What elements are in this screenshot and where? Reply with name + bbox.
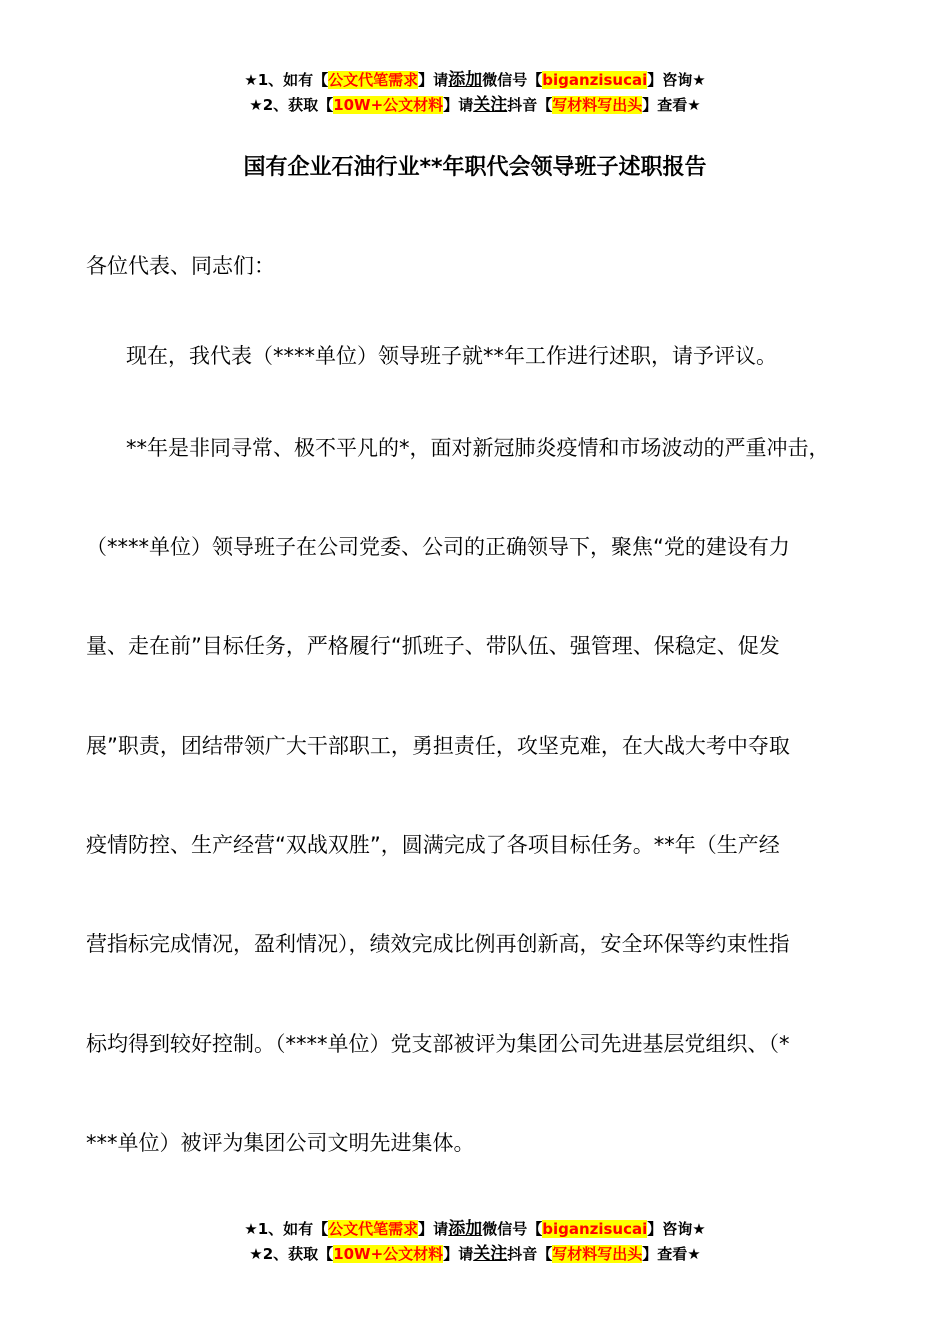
body-line: 展”职责，团结带领广大干部职工，勇担责任，攻坚克难，在大战大考中夺取 [86,734,790,758]
intro-paragraph: 现在，我代表（****单位）领导班子就**年工作进行述职，请予评议。 [126,344,777,368]
wechat-id: biganzisucai [542,71,648,89]
notice-line-2: ★2、获取【10W+公文材料】请关注抖音【写材料写出头】查看★ [249,1244,701,1264]
body-line: 营指标完成情况，盈利情况），绩效完成比例再创新高，安全环保等约束性指 [86,932,790,956]
service-highlight: 公文代笔需求 [328,1220,419,1238]
material-highlight: 10W+公文材料 [333,1245,444,1263]
add-emphasis: 添加 [448,70,483,90]
material-highlight: 10W+公文材料 [333,96,444,114]
salutation: 各位代表、同志们： [86,254,275,278]
document-title: 国有企业石油行业**年职代会领导班子述职报告 [243,155,707,180]
notice-line-1: ★1、如有【公文代笔需求】请添加微信号【biganzisucai】咨询★ [244,70,706,90]
header-notice [0,68,950,118]
douyin-account: 写材料写出头 [552,1245,643,1263]
footer-notice [0,1217,950,1267]
follow-emphasis: 关注 [473,1244,508,1264]
follow-emphasis: 关注 [473,95,508,115]
body-line: 疫情防控、生产经营“双战双胜”，圆满完成了各项目标任务。**年（生产经 [86,833,780,857]
add-emphasis: 添加 [448,1219,483,1239]
body-line: （****单位）领导班子在公司党委、公司的正确领导下，聚焦“党的建设有力 [86,535,790,559]
notice-line-1: ★1、如有【公文代笔需求】请添加微信号【biganzisucai】咨询★ [244,1219,706,1239]
body-line: 量、走在前”目标任务，严格履行“抓班子、带队伍、强管理、保稳定、促发 [86,634,780,658]
body-line: 标均得到较好控制。（****单位）党支部被评为集团公司先进基层党组织、（* [86,1032,790,1056]
service-highlight: 公文代笔需求 [328,71,419,89]
notice-line-2: ★2、获取【10W+公文材料】请关注抖音【写材料写出头】查看★ [249,95,701,115]
wechat-id: biganzisucai [542,1220,648,1238]
douyin-account: 写材料写出头 [552,96,643,114]
body-line: ***单位）被评为集团公司文明先进集体。 [86,1131,475,1155]
body-line: **年是非同寻常、极不平凡的*，面对新冠肺炎疫情和市场波动的严重冲击， [126,436,830,460]
